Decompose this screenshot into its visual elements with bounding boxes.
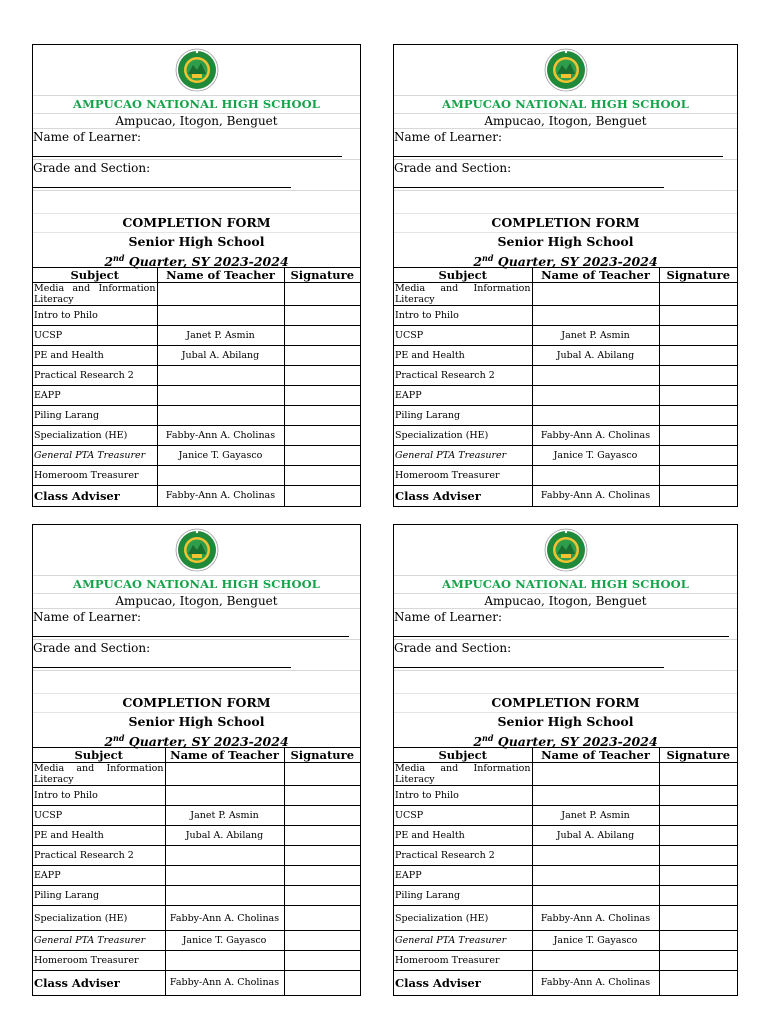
grade-section-field[interactable]	[394, 160, 737, 191]
subject-cell: Intro to Philo	[394, 306, 532, 326]
teacher-cell: Jubal A. Abilang	[532, 346, 659, 366]
logo-row	[394, 525, 737, 576]
header-teacher: Name of Teacher	[532, 268, 659, 283]
table-row	[33, 906, 360, 931]
signature-cell[interactable]	[659, 866, 737, 886]
teacher-cell: Fabby-Ann A. Cholinas	[165, 971, 284, 995]
subject-cell: Intro to Philo	[394, 786, 532, 806]
signature-cell[interactable]	[284, 846, 360, 866]
signature-cell[interactable]	[659, 951, 737, 971]
signature-cell[interactable]	[659, 306, 737, 326]
header-teacher: Name of Teacher	[157, 268, 284, 283]
teacher-cell: Fabby-Ann A. Cholinas	[532, 906, 659, 931]
teacher-cell: Janet P. Asmin	[157, 326, 284, 346]
header-teacher: Name of Teacher	[165, 748, 284, 763]
subject-cell: Specialization (HE)	[394, 906, 532, 931]
form-subtitle: Senior High School	[128, 714, 265, 729]
table-row	[394, 406, 737, 426]
subject-cell: Specialization (HE)	[33, 906, 165, 931]
form-title: COMPLETION FORM	[394, 213, 737, 233]
subject-cell: Class Adviser	[394, 486, 532, 506]
teacher-cell	[532, 366, 659, 386]
signature-cell[interactable]	[284, 346, 360, 366]
signature-cell[interactable]	[659, 326, 737, 346]
table-row	[394, 386, 737, 406]
subject-cell: EAPP	[394, 866, 532, 886]
table-row	[394, 951, 737, 971]
quarter-suffix: nd	[113, 253, 125, 263]
form-title: COMPLETION FORM	[33, 213, 360, 233]
signature-cell[interactable]	[284, 366, 360, 386]
header-signature: Signature	[659, 268, 737, 283]
school-seal-icon	[544, 528, 588, 572]
header-subject: Subject	[33, 268, 157, 283]
table-row	[33, 326, 360, 346]
signature-cell[interactable]	[284, 906, 360, 931]
signature-cell[interactable]	[284, 406, 360, 426]
completion-form-card	[32, 524, 361, 996]
grade-section-label: Grade and Section:	[33, 641, 151, 655]
grade-section-field[interactable]	[33, 640, 360, 671]
signature-cell[interactable]	[659, 486, 737, 506]
school-address: Ampucao, Itogon, Benguet	[33, 594, 360, 609]
signature-cell[interactable]	[659, 846, 737, 866]
signature-cell[interactable]	[659, 466, 737, 486]
subject-cell: Piling Larang	[394, 406, 532, 426]
signature-cell[interactable]	[284, 806, 360, 826]
table-row	[394, 866, 737, 886]
signature-cell[interactable]	[284, 886, 360, 906]
learner-name-line[interactable]	[394, 156, 723, 157]
logo-row	[33, 525, 360, 576]
learner-name-line[interactable]	[33, 156, 342, 157]
school-address: Ampucao, Itogon, Benguet	[394, 114, 737, 129]
form-subtitle: Senior High School	[497, 714, 634, 729]
school-seal-icon	[544, 48, 588, 92]
teacher-cell	[157, 466, 284, 486]
completion-form-card	[393, 44, 738, 507]
subject-cell: General PTA Treasurer	[33, 931, 165, 951]
school-seal-icon	[175, 48, 219, 92]
table-row	[33, 386, 360, 406]
form-title: COMPLETION FORM	[394, 693, 737, 713]
subject-cell: Practical Research 2	[33, 366, 157, 386]
form-subtitle: Senior High School	[497, 234, 634, 249]
table-row	[394, 763, 737, 786]
subject-cell: Specialization (HE)	[33, 426, 157, 446]
learner-name-label: Name of Learner:	[394, 130, 502, 144]
table-row	[33, 846, 360, 866]
school-address: Ampucao, Itogon, Benguet	[394, 594, 737, 609]
table-row	[394, 326, 737, 346]
subject-cell: Piling Larang	[33, 406, 157, 426]
table-row	[33, 931, 360, 951]
subject-cell: General PTA Treasurer	[394, 446, 532, 466]
teacher-cell	[165, 846, 284, 866]
teacher-cell	[157, 406, 284, 426]
subject-table	[394, 267, 737, 506]
grade-section-label: Grade and Section:	[394, 641, 512, 655]
subject-cell: General PTA Treasurer	[33, 446, 157, 466]
teacher-cell	[157, 306, 284, 326]
quarter-text: Quarter, SY 2023-2024	[124, 734, 289, 750]
learner-name-label: Name of Learner:	[33, 610, 141, 624]
quarter-text: Quarter, SY 2023-2024	[124, 254, 289, 270]
school-seal-icon	[175, 528, 219, 572]
subject-cell: EAPP	[33, 386, 157, 406]
subject-cell: Class Adviser	[394, 971, 532, 995]
teacher-cell: Fabby-Ann A. Cholinas	[532, 426, 659, 446]
quarter-text: Quarter, SY 2023-2024	[493, 254, 658, 270]
header-signature: Signature	[284, 748, 360, 763]
table-row	[394, 426, 737, 446]
quarter-suffix: nd	[482, 253, 494, 263]
teacher-cell	[532, 306, 659, 326]
table-row	[33, 866, 360, 886]
teacher-cell: Janet P. Asmin	[532, 326, 659, 346]
teacher-cell	[532, 386, 659, 406]
school-address: Ampucao, Itogon, Benguet	[33, 114, 360, 129]
subject-cell: Practical Research 2	[394, 366, 532, 386]
teacher-cell: Fabby-Ann A. Cholinas	[165, 906, 284, 931]
teacher-cell: Janice T. Gayasco	[532, 446, 659, 466]
subject-cell: UCSP	[394, 806, 532, 826]
quarter-number: 2	[104, 734, 114, 750]
signature-cell[interactable]	[284, 971, 360, 995]
logo-row	[33, 45, 360, 96]
header-subject: Subject	[394, 268, 532, 283]
quarter-number: 2	[473, 734, 483, 750]
subject-cell: PE and Health	[33, 826, 165, 846]
signature-cell[interactable]	[284, 826, 360, 846]
table-row	[33, 763, 360, 786]
subject-cell: Homeroom Treasurer	[33, 951, 165, 971]
subject-cell: Class Adviser	[33, 971, 165, 995]
table-row	[33, 951, 360, 971]
table-row	[33, 306, 360, 326]
teacher-cell: Janet P. Asmin	[165, 806, 284, 826]
teacher-cell: Fabby-Ann A. Cholinas	[532, 486, 659, 506]
learner-name-label: Name of Learner:	[33, 130, 141, 144]
signature-cell[interactable]	[284, 466, 360, 486]
completion-form-card	[32, 44, 361, 507]
signature-cell[interactable]	[659, 971, 737, 995]
quarter-suffix: nd	[113, 733, 125, 743]
signature-cell[interactable]	[659, 446, 737, 466]
form-title: COMPLETION FORM	[33, 693, 360, 713]
table-row	[394, 906, 737, 931]
signature-cell[interactable]	[659, 426, 737, 446]
table-row	[394, 931, 737, 951]
table-row	[33, 446, 360, 466]
table-row	[394, 846, 737, 866]
completion-form-card	[393, 524, 738, 996]
table-row	[33, 346, 360, 366]
learner-name-field[interactable]	[33, 609, 360, 640]
signature-cell[interactable]	[659, 283, 737, 306]
table-row	[394, 786, 737, 806]
teacher-cell: Fabby-Ann A. Cholinas	[157, 426, 284, 446]
signature-cell[interactable]	[284, 866, 360, 886]
signature-cell[interactable]	[284, 786, 360, 806]
subject-cell: EAPP	[394, 386, 532, 406]
signature-cell[interactable]	[659, 931, 737, 951]
subject-cell: Class Adviser	[33, 486, 157, 506]
subject-cell: Intro to Philo	[33, 786, 165, 806]
table-row	[33, 886, 360, 906]
teacher-cell	[532, 866, 659, 886]
teacher-cell	[157, 283, 284, 306]
teacher-cell: Janice T. Gayasco	[165, 931, 284, 951]
teacher-cell	[532, 951, 659, 971]
teacher-cell	[165, 886, 284, 906]
subject-table	[33, 747, 360, 995]
table-row	[394, 826, 737, 846]
table-row	[33, 971, 360, 995]
grade-section-line[interactable]	[394, 667, 664, 668]
quarter-suffix: nd	[482, 733, 494, 743]
signature-cell[interactable]	[284, 326, 360, 346]
grade-section-line[interactable]	[394, 187, 664, 188]
signature-cell[interactable]	[284, 386, 360, 406]
quarter-line	[394, 730, 737, 750]
table-row	[394, 886, 737, 906]
signature-cell[interactable]	[284, 306, 360, 326]
quarter-number: 2	[104, 254, 114, 270]
quarter-line	[394, 250, 737, 270]
subject-cell: PE and Health	[394, 826, 532, 846]
teacher-cell: Jubal A. Abilang	[157, 346, 284, 366]
teacher-cell	[532, 283, 659, 306]
form-subtitle: Senior High School	[128, 234, 265, 249]
table-row	[394, 486, 737, 506]
teacher-cell	[532, 763, 659, 786]
signature-cell[interactable]	[659, 763, 737, 786]
quarter-line	[33, 250, 360, 270]
signature-cell[interactable]	[659, 406, 737, 426]
table-row	[33, 486, 360, 506]
subject-cell: General PTA Treasurer	[394, 931, 532, 951]
teacher-cell	[165, 786, 284, 806]
grade-section-field[interactable]	[33, 160, 360, 191]
signature-cell[interactable]	[659, 786, 737, 806]
learner-name-field[interactable]	[394, 609, 737, 640]
learner-name-field[interactable]	[33, 129, 360, 160]
signature-cell[interactable]	[284, 283, 360, 306]
grade-section-field[interactable]	[394, 640, 737, 671]
signature-cell[interactable]	[659, 806, 737, 826]
signature-cell[interactable]	[284, 426, 360, 446]
learner-name-line[interactable]	[33, 636, 349, 637]
subject-cell: Media and Information Literacy	[34, 283, 156, 305]
teacher-cell	[165, 763, 284, 786]
subject-cell: UCSP	[394, 326, 532, 346]
table-row	[394, 446, 737, 466]
subject-cell: Specialization (HE)	[394, 426, 532, 446]
table-row	[33, 366, 360, 386]
table-row	[394, 806, 737, 826]
grade-section-label: Grade and Section:	[33, 161, 151, 175]
learner-name-label: Name of Learner:	[394, 610, 502, 624]
teacher-cell	[532, 466, 659, 486]
table-row	[394, 306, 737, 326]
teacher-cell	[532, 886, 659, 906]
table-row	[33, 786, 360, 806]
grade-section-line[interactable]	[33, 187, 291, 188]
quarter-text: Quarter, SY 2023-2024	[493, 734, 658, 750]
teacher-cell	[165, 866, 284, 886]
school-name: AMPUCAO NATIONAL HIGH SCHOOL	[394, 576, 737, 594]
signature-cell[interactable]	[659, 886, 737, 906]
teacher-cell	[157, 366, 284, 386]
teacher-cell: Fabby-Ann A. Cholinas	[532, 971, 659, 995]
grade-section-label: Grade and Section:	[394, 161, 512, 175]
teacher-cell: Janice T. Gayasco	[157, 446, 284, 466]
learner-name-field[interactable]	[394, 129, 737, 160]
logo-row	[394, 45, 737, 96]
header-signature: Signature	[284, 268, 360, 283]
header-subject: Subject	[33, 748, 165, 763]
signature-cell[interactable]	[659, 826, 737, 846]
subject-cell: Homeroom Treasurer	[394, 466, 532, 486]
table-row	[33, 466, 360, 486]
teacher-cell: Fabby-Ann A. Cholinas	[157, 486, 284, 506]
school-name: AMPUCAO NATIONAL HIGH SCHOOL	[33, 576, 360, 594]
teacher-cell	[532, 406, 659, 426]
signature-cell[interactable]	[659, 386, 737, 406]
table-row	[33, 806, 360, 826]
table-row	[394, 366, 737, 386]
subject-cell: Piling Larang	[394, 886, 532, 906]
subject-cell: Homeroom Treasurer	[394, 951, 532, 971]
teacher-cell: Jubal A. Abilang	[532, 826, 659, 846]
subject-cell: PE and Health	[33, 346, 157, 366]
subject-cell: Piling Larang	[33, 886, 165, 906]
school-name: AMPUCAO NATIONAL HIGH SCHOOL	[33, 96, 360, 114]
teacher-cell: Janet P. Asmin	[532, 806, 659, 826]
subject-cell: UCSP	[33, 326, 157, 346]
header-teacher: Name of Teacher	[532, 748, 659, 763]
subject-cell: Media and Information Literacy	[395, 763, 531, 785]
signature-cell[interactable]	[284, 931, 360, 951]
table-row	[33, 283, 360, 306]
signature-cell[interactable]	[659, 346, 737, 366]
subject-table	[394, 747, 737, 995]
teacher-cell	[532, 846, 659, 866]
table-row	[394, 283, 737, 306]
signature-cell[interactable]	[659, 366, 737, 386]
header-subject: Subject	[394, 748, 532, 763]
subject-cell: Media and Information Literacy	[395, 283, 531, 305]
learner-name-line[interactable]	[394, 636, 729, 637]
teacher-cell: Jubal A. Abilang	[165, 826, 284, 846]
teacher-cell: Janice T. Gayasco	[532, 931, 659, 951]
table-row	[33, 406, 360, 426]
subject-cell: Intro to Philo	[33, 306, 157, 326]
subject-cell: PE and Health	[394, 346, 532, 366]
signature-cell[interactable]	[284, 951, 360, 971]
table-row	[394, 971, 737, 995]
signature-cell[interactable]	[284, 763, 360, 786]
subject-cell: UCSP	[33, 806, 165, 826]
subject-cell: Practical Research 2	[394, 846, 532, 866]
teacher-cell	[532, 786, 659, 806]
teacher-cell	[165, 951, 284, 971]
subject-cell: Practical Research 2	[33, 846, 165, 866]
quarter-number: 2	[473, 254, 483, 270]
table-row	[394, 346, 737, 366]
school-name: AMPUCAO NATIONAL HIGH SCHOOL	[394, 96, 737, 114]
header-signature: Signature	[659, 748, 737, 763]
subject-cell: Media and Information Literacy	[34, 763, 164, 785]
grade-section-line[interactable]	[33, 667, 291, 668]
subject-table	[33, 267, 360, 506]
signature-cell[interactable]	[284, 486, 360, 506]
subject-cell: EAPP	[33, 866, 165, 886]
table-row	[33, 826, 360, 846]
subject-cell: Homeroom Treasurer	[33, 466, 157, 486]
quarter-line	[33, 730, 360, 750]
table-row	[33, 426, 360, 446]
signature-cell[interactable]	[659, 906, 737, 931]
teacher-cell	[157, 386, 284, 406]
table-row	[394, 466, 737, 486]
signature-cell[interactable]	[284, 446, 360, 466]
